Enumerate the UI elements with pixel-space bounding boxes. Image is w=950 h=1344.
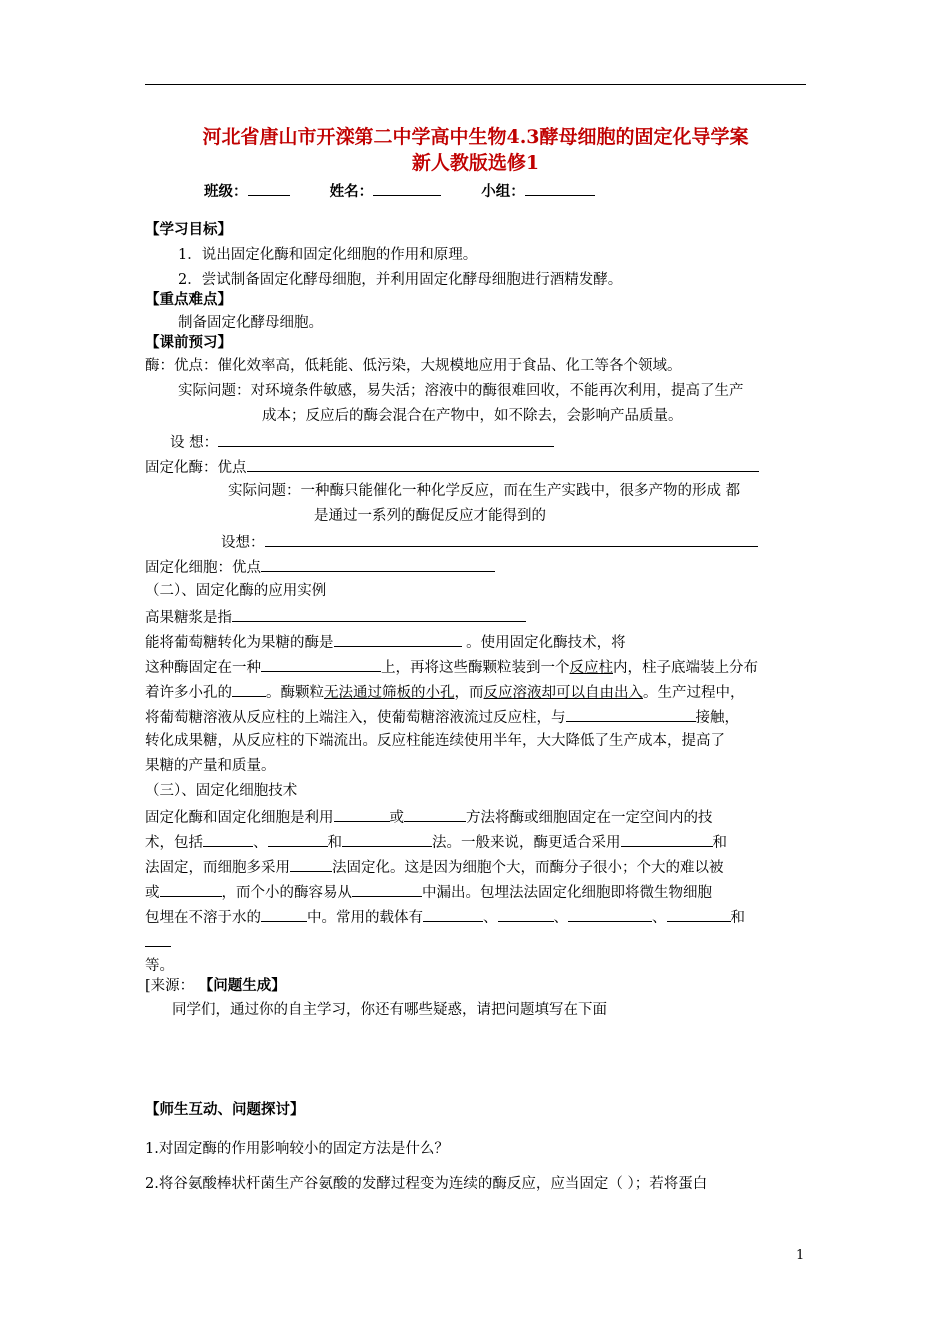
fixed-cell-label: 固定化细胞：优点 — [145, 560, 261, 576]
name-blank[interactable] — [373, 180, 441, 196]
question-1: 1.对固定酶的作用影响较小的固定方法是什么？ — [145, 1141, 449, 1157]
idea-row-1 — [170, 431, 554, 453]
s3-text: 和 — [730, 910, 745, 926]
s3-blank[interactable] — [352, 881, 422, 897]
s3-text: 中漏出。包埋法法固定化细胞即将微生物细胞 — [422, 885, 712, 901]
enzyme-problem-2: 成本；反应后的酶会混合在产物中，如不除去，会影响产品质量。 — [262, 408, 683, 424]
s3-line-1 — [145, 806, 713, 828]
page-number: 1 — [796, 1248, 805, 1263]
s3-text: 方法将酶或细胞固定在一定空间内的技 — [466, 810, 713, 826]
s3-line-5 — [145, 906, 745, 928]
s3-text: ，而个小的酶容易从 — [221, 885, 352, 901]
fixed-enzyme-label: 固定化酶：优点 — [145, 460, 247, 476]
s3-blank[interactable] — [667, 906, 731, 922]
class-blank[interactable] — [248, 180, 290, 196]
fixed-cell-row — [145, 556, 495, 578]
s3-line-4 — [145, 881, 712, 903]
s2-text: 上，再将这些酶颗粒装到一个 — [381, 660, 570, 676]
key-text: 制备固定化酵母细胞。 — [178, 315, 323, 331]
class-label: 班级： — [204, 183, 248, 200]
s3-blank[interactable] — [268, 831, 328, 847]
s3-blank[interactable] — [261, 906, 307, 922]
s3-text: 包埋在不溶于水的 — [145, 910, 261, 926]
enzyme-advantages: 酶：优点：催化效率高，低耗能、低污染，大规模地应用于食品、化工等各个领域。 — [145, 358, 682, 374]
s2-text: 这种酶固定在一种 — [145, 660, 261, 676]
goal-item-1: 1．说出固定化酶和固定化细胞的作用和原理。 — [178, 247, 478, 263]
s2-blank-carrier[interactable] — [261, 656, 381, 672]
s2-text: 内，柱子底端装上分布 — [613, 660, 758, 676]
s3-text: 固定化酶和固定化细胞是利用 — [145, 810, 334, 826]
fixed-enzyme-problem-2: 是通过一系列的酶促反应才能得到的 — [314, 508, 546, 524]
idea-label-1: 设 想： — [170, 435, 219, 451]
s2-text: 能将葡萄糖转化为果糖的酶是 — [145, 635, 334, 651]
fixed-cell-blank[interactable] — [261, 556, 495, 572]
s3-text: 、 — [483, 910, 498, 926]
s3-line-6: 等。 — [145, 958, 174, 974]
group-label: 小组： — [481, 183, 525, 200]
s3-blank[interactable] — [160, 881, 222, 897]
fixed-enzyme-blank[interactable] — [247, 456, 759, 472]
idea-row-2 — [221, 531, 758, 553]
question-heading: 【问题生成】 — [198, 977, 286, 994]
s3-text: 法固定化。这是因为细胞个大，而酶分子很小；个大的难以被 — [332, 860, 724, 876]
hfcs-blank[interactable] — [232, 606, 526, 622]
hfcs-label: 高果糖浆是指 — [145, 610, 232, 626]
s2-text: 。酶颗粒 — [266, 685, 324, 701]
s2-line-1 — [145, 631, 626, 653]
s3-text: 或 — [389, 810, 404, 826]
s2-blank-enzyme[interactable] — [334, 631, 462, 647]
group-blank[interactable] — [525, 180, 595, 196]
idea-label-2: 设想： — [221, 535, 265, 551]
header-rule — [145, 84, 806, 85]
s2-text: 着许多小孔的 — [145, 685, 232, 701]
s3-blank[interactable] — [423, 906, 483, 922]
s3-blank[interactable] — [621, 831, 713, 847]
s2-line-3 — [145, 681, 745, 703]
s2-line-4 — [145, 706, 739, 728]
question-prompt: 同学们，通过你的自主学习，你还有哪些疑惑，请把问题填写在下面 — [172, 1002, 607, 1018]
s2-underlined-text: 反应溶液却可以自由出入 — [483, 685, 643, 701]
s2-text: 。使用固定化酶技术，将 — [461, 635, 626, 651]
s3-text: 中。常用的载体有 — [307, 910, 423, 926]
s3-line-2 — [145, 831, 727, 853]
s3-line-5-tail — [145, 931, 171, 953]
s2-line-6: 果糖的产量和质量。 — [145, 758, 276, 774]
s3-text: 法。一般来说，酶更适合采用 — [432, 835, 621, 851]
s3-text: 法固定，而细胞多采用 — [145, 860, 290, 876]
enzyme-problem-1: 实际问题：对环境条件敏感，易失活；溶液中的酶很难回收，不能再次利用，提高了生产 — [178, 383, 744, 399]
s3-blank[interactable] — [290, 856, 332, 872]
s3-text: 和 — [327, 835, 342, 851]
question-2: 2.将谷氨酸棒状杆菌生产谷氨酸的发酵过程变为连续的酶反应，应当固定（ ）；若将蛋白 — [145, 1176, 708, 1192]
key-heading: 【重点难点】 — [145, 291, 232, 308]
s2-blank-plate[interactable] — [232, 681, 266, 697]
s3-blank[interactable] — [145, 931, 171, 947]
s3-text: 术，包括 — [145, 835, 203, 851]
student-info-row — [204, 180, 595, 202]
s2-text: 。生产过程中， — [643, 685, 745, 701]
s3-text: 或 — [145, 885, 160, 901]
s2-text: ，而 — [454, 685, 484, 701]
s3-blank[interactable] — [498, 906, 554, 922]
s2-line-2 — [145, 656, 758, 678]
section3-heading: （三）、固定化细胞技术 — [145, 783, 298, 799]
s2-text: 接触， — [695, 710, 739, 726]
title-line-1: 河北省唐山市开滦第二中学高中生物4.3酵母细胞的固定化导学案 — [202, 126, 749, 148]
s2-underlined-text: 反应柱 — [569, 660, 613, 676]
s3-blank[interactable] — [404, 806, 466, 822]
goals-heading: 【学习目标】 — [145, 221, 232, 238]
s2-text: 将葡萄糖溶液从反应柱的上端注入，使葡萄糖溶液流过反应柱，与 — [145, 710, 566, 726]
s3-text: 和 — [712, 835, 727, 851]
s3-blank[interactable] — [334, 806, 390, 822]
idea-blank-1[interactable] — [218, 431, 554, 447]
s3-blank[interactable] — [342, 831, 432, 847]
s3-blank[interactable] — [568, 906, 652, 922]
section2-heading: （二）、固定化酶的应用实例 — [145, 583, 327, 599]
s3-text: 、 — [253, 835, 268, 851]
hfcs-row — [145, 606, 526, 628]
s3-text: 、 — [553, 910, 568, 926]
idea-blank-2[interactable] — [265, 531, 758, 547]
preview-heading: 【课前预习】 — [145, 334, 232, 351]
source-prefix: [来源： — [145, 978, 195, 994]
s2-blank-contact[interactable] — [566, 706, 696, 722]
goal-item-2: 2．尝试制备固定化酵母细胞，并利用固定化酵母细胞进行酒精发酵。 — [178, 272, 623, 288]
name-label: 姓名： — [329, 183, 374, 200]
s3-text: 、 — [652, 910, 667, 926]
title-line-2: 新人教版选修1 — [411, 152, 540, 174]
fixed-enzyme-row — [145, 456, 759, 478]
s2-line-5: 转化成果糖，从反应柱的下端流出。反应柱能连续使用半年，大大降低了生产成本，提高了 — [145, 733, 725, 749]
s3-blank[interactable] — [203, 831, 253, 847]
interaction-heading: 【师生互动、问题探讨】 — [145, 1101, 305, 1118]
s2-underlined-text: 无法通过筛板的小孔 — [324, 685, 455, 701]
question-heading-row — [145, 976, 286, 996]
s3-line-3 — [145, 856, 724, 878]
fixed-enzyme-problem-1: 实际问题：一种酶只能催化一种化学反应，而在生产实践中，很多产物的形成 都 — [228, 483, 741, 499]
